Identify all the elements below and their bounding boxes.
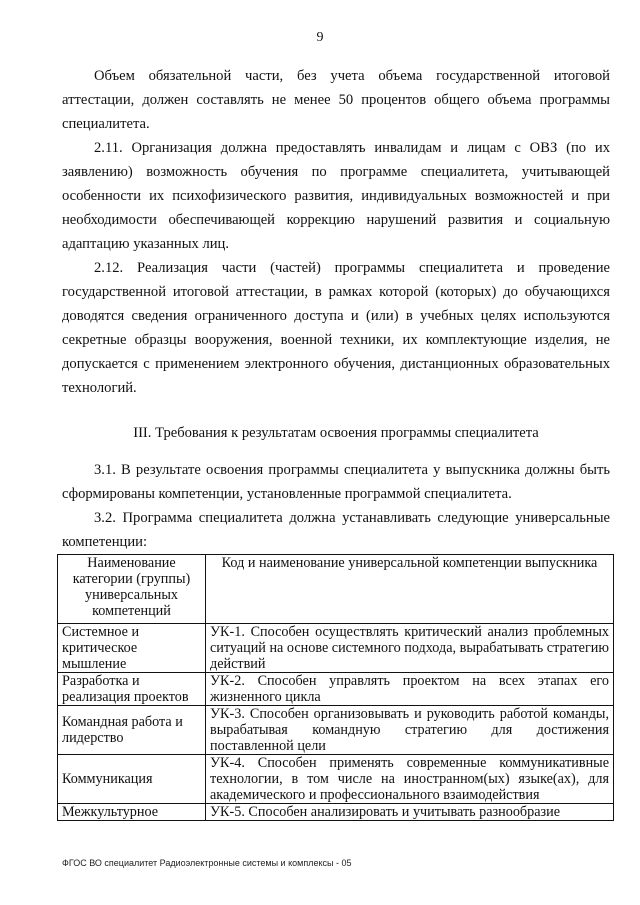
competencies-table	[57, 554, 614, 821]
header-competence: Код и наименование универсальной компетенции выпускника	[206, 555, 614, 624]
row-competence: УК-1. Способен осуществлять критический анализ проблемных ситуаций на основе системного подхода, вырабатывать стратегию действий	[206, 624, 614, 673]
row-competence: УК-4. Способен применять современные коммуникативные технологии, в том числе на иностранном(ых) языке(ах), для академического и профессионального взаимодействия	[206, 755, 614, 804]
table-header-row	[58, 555, 614, 624]
paragraph-2-11: 2.11. Организация должна предоставлять инвалидам и лицам с ОВЗ (по их заявлению) возможность обучения по программе специалитета, учитывающей особенности их психофизического развития, индивидуальных возможностей и при необходимости обеспечивающей коррекцию нарушений развития и социальную адаптацию указанных лиц.	[62, 140, 610, 252]
section-heading: III. Требования к результатам освоения программы специалитета	[133, 425, 539, 441]
row-category: Межкультурное	[58, 804, 206, 821]
header-category: Наименование категории (группы) универсальных компетенций	[58, 555, 206, 624]
paragraph-3-2: 3.2. Программа специалитета должна устанавливать следующие универсальные компетенции:	[62, 510, 610, 550]
row-competence: УК-3. Способен организовывать и руководить работой команды, вырабатывая командную стратегию для достижения поставленной цели	[206, 706, 614, 755]
paragraph-mandatory-part: Объем обязательной части, без учета объема государственной итоговой аттестации, должен составлять не менее 50 процентов общего объема программы специалитета.	[62, 68, 610, 132]
row-competence: УК-5. Способен анализировать и учитывать разнообразие	[206, 804, 614, 821]
row-category: Системное и критическое мышление	[58, 624, 206, 673]
table-row	[58, 755, 614, 804]
table-row	[58, 804, 614, 821]
table-row	[58, 673, 614, 706]
row-competence: УК-2. Способен управлять проектом на всех этапах его жизненного цикла	[206, 673, 614, 706]
table-row	[58, 624, 614, 673]
paragraph-2-12: 2.12. Реализация части (частей) программы специалитета и проведение государственной итоговой аттестации, в рамках которой (которых) до обучающихся доводятся сведения ограниченного доступа и (или) в учебных целях используются секретные образцы вооружения, военной техники, их комплектующие изделия, не допускается с применением электронного обучения, дистанционных образовательных технологий.	[62, 260, 610, 396]
table-row	[58, 706, 614, 755]
footer-text: ФГОС ВО специалитет Радиоэлектронные системы и комплексы - 05	[62, 858, 352, 868]
page-number: 9	[316, 30, 324, 45]
paragraph-3-1: 3.1. В результате освоения программы специалитета у выпускника должны быть сформированы компетенции, установленные программой специалитета.	[62, 462, 610, 502]
row-category: Разработка и реализация проектов	[58, 673, 206, 706]
row-category: Коммуникация	[58, 755, 206, 804]
row-category: Командная работа и лидерство	[58, 706, 206, 755]
